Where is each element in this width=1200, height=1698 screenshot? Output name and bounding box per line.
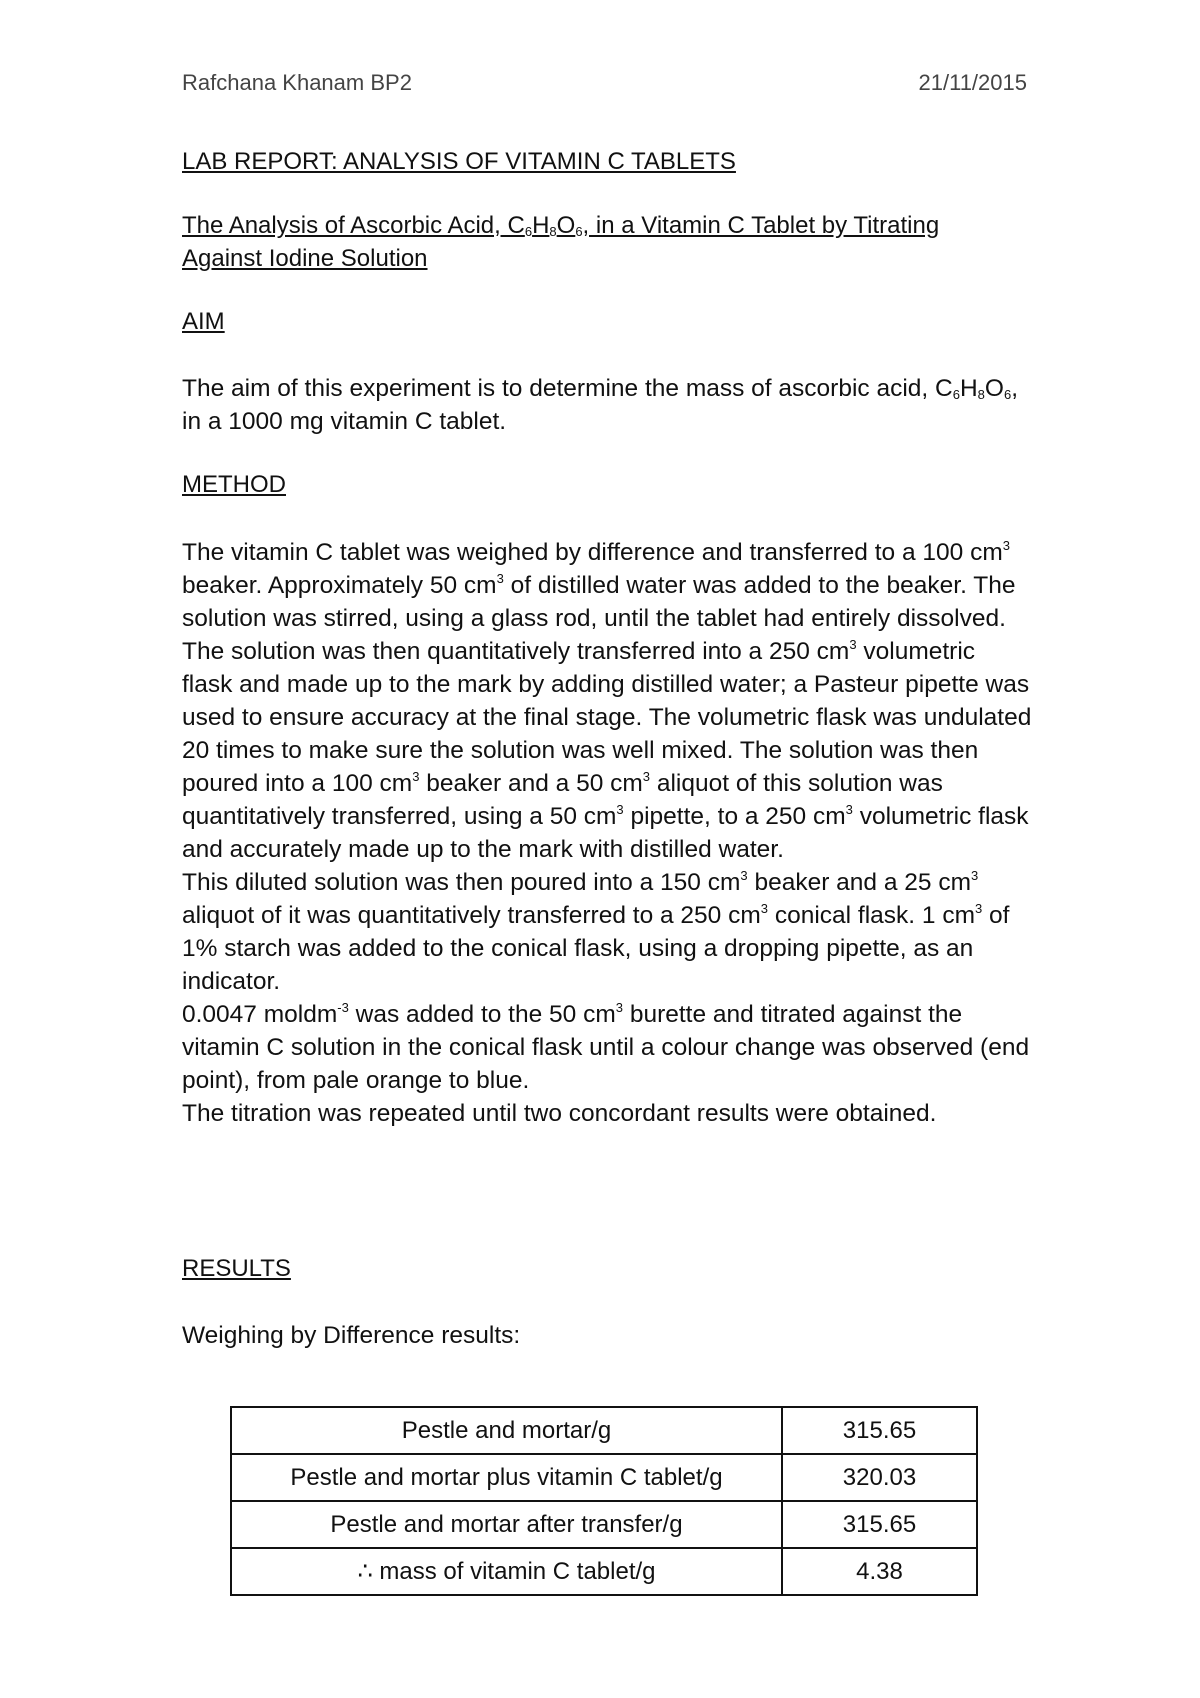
row-label: Pestle and mortar plus vitamin C tablet/g xyxy=(231,1454,782,1501)
row-value: 315.65 xyxy=(782,1501,977,1548)
method-paragraph-4: 0.0047 moldm$^{-3}$ was added to the 50 $cm^3$ burette and titrated against the vitamin C solution in the conical flask until a colour change was observed (end point), from pale orange to blue. xyxy=(182,1000,1030,1094)
row-label: Pestle and mortar after transfer/g xyxy=(231,1501,782,1548)
row-value: 315.65 xyxy=(782,1407,977,1454)
weighing-results-table xyxy=(230,1406,978,1596)
table-row xyxy=(231,1454,977,1501)
method-heading: METHOD xyxy=(182,471,286,498)
results-heading: RESULTS xyxy=(182,1255,291,1282)
method-paragraph-5: The titration was repeated until two concordant results were obtained. xyxy=(182,1100,937,1127)
row-value: 4.38 xyxy=(782,1548,977,1595)
table-row xyxy=(231,1407,977,1454)
report-subtitle: The Analysis of Ascorbic Acid, $C_6H_8O_6$, in a Vitamin C Tablet by Titrating Against Iodine Solution xyxy=(182,212,940,272)
method-paragraph-2: The solution was then quantitatively transferred into a 250 $cm^3$ volumetric flask and made up to the mark by adding distilled water; a Pasteur pipette was used to ensure accuracy at the final stage. The volumetric flask was undulated 20 times to make sure the solution was well mixed. The solution was then poured into a 100 $cm^3$ beaker and a 50 $cm^3$ aliquot of this solution was quantitatively transferred, using a 50 $cm^3$ pipette, to a 250 $cm^3$ volumetric flask and accurately made up to the mark with distilled water. xyxy=(182,637,1032,863)
table-row xyxy=(231,1548,977,1595)
row-value: 320.03 xyxy=(782,1454,977,1501)
report-title: LAB REPORT: ANALYSIS OF VITAMIN C TABLETS xyxy=(182,148,736,175)
method-paragraph-1: The vitamin C tablet was weighed by difference and transferred to a 100 $cm^3$ beaker. Approximately 50 $cm^3$ of distilled water was added to the beaker. The solution was stirred, using a glass rod, until the tablet had entirely dissolved. xyxy=(182,538,1016,632)
aim-heading: AIM xyxy=(182,308,225,335)
method-text xyxy=(182,536,1032,1130)
row-label: ∴ mass of vitamin C tablet/g xyxy=(231,1548,782,1595)
aim-text: The aim of this experiment is to determine the mass of ascorbic acid, $C_6H_8O_6$, in a 1000 mg vitamin C tablet. xyxy=(182,375,1018,435)
row-label: Pestle and mortar/g xyxy=(231,1407,782,1454)
results-intro: Weighing by Difference results: xyxy=(182,1322,521,1349)
method-paragraph-3: This diluted solution was then poured into a 150 $cm^3$ beaker and a 25 $cm^3$ aliquot of it was quantitatively transferred to a 250 $cm^3$ conical flask. 1 $cm^3$ of 1% starch was added to the conical flask, using a dropping pipette, as an indicator. xyxy=(182,868,1010,995)
table-row xyxy=(231,1501,977,1548)
author-name: Rafchana Khanam BP2 xyxy=(182,70,412,95)
page-header xyxy=(182,70,1027,104)
report-date: 21/11/2015 xyxy=(918,70,1027,95)
